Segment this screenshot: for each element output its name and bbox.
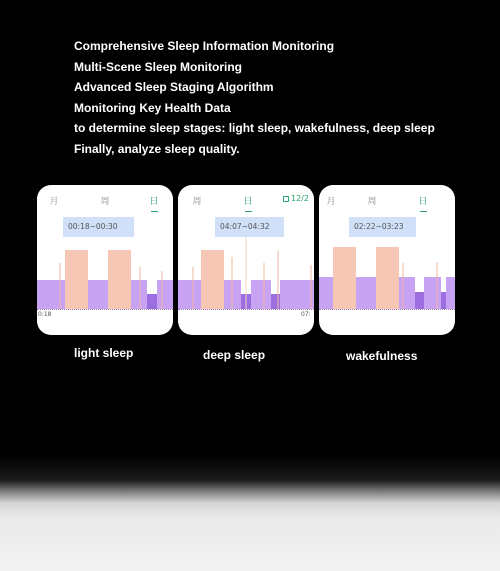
caption-light-sleep: light sleep xyxy=(74,346,134,360)
feature-line: to determine sleep stages: light sleep, wakefulness, deep sleep xyxy=(74,121,435,135)
sleep-stage-chart xyxy=(319,185,455,335)
tab-week[interactable]: 周 xyxy=(100,197,110,207)
feature-line: Finally, analyze sleep quality. xyxy=(74,141,240,156)
chart-baseline xyxy=(37,309,173,310)
deep-sleep-bar xyxy=(147,294,157,309)
light-sleep-bar xyxy=(131,280,147,309)
axis-end-label: 07: xyxy=(301,311,311,318)
watch-screen-wakefulness xyxy=(319,185,455,335)
feature-line: Multi-Scene Sleep Monitoring xyxy=(74,59,243,74)
sleep-stage-chart xyxy=(37,185,173,335)
time-range-tooltip: 02:22~03:23 xyxy=(349,217,416,237)
time-range-tooltip: 04:07~04:32 xyxy=(215,217,284,237)
awake-bar xyxy=(65,250,88,309)
tab-day[interactable]: 日 xyxy=(418,194,427,207)
watch-screen-deep-sleep xyxy=(178,185,314,335)
tab-week[interactable]: 周 xyxy=(367,197,377,207)
caption-deep-sleep: deep sleep xyxy=(203,348,266,362)
chart-baseline xyxy=(319,309,455,310)
tab-week[interactable]: 周 xyxy=(192,197,202,207)
light-sleep-bar xyxy=(399,277,415,309)
deep-sleep-bar xyxy=(441,292,446,309)
bottom-gradient-band xyxy=(0,455,500,571)
light-sleep-bar xyxy=(37,280,65,309)
light-sleep-bar xyxy=(319,277,333,309)
feature-line: Comprehensive Sleep Information Monitoring xyxy=(74,39,335,53)
light-sleep-bar xyxy=(178,280,201,309)
light-sleep-bar xyxy=(280,280,314,309)
awake-bar xyxy=(201,250,224,309)
tab-day[interactable]: 日 xyxy=(243,194,252,207)
light-sleep-bar xyxy=(157,280,173,309)
deep-sleep-bar xyxy=(415,292,424,309)
deep-sleep-bar xyxy=(271,294,280,309)
feature-list xyxy=(74,36,435,159)
awake-bar xyxy=(376,247,399,309)
caption-wakefulness: wakefulness xyxy=(346,349,418,363)
time-range-tooltip: 00:18~00:30 xyxy=(63,217,134,237)
feature-line: Monitoring Key Health Data xyxy=(74,100,231,115)
tab-month[interactable]: 月 xyxy=(49,197,59,207)
feature-line: Advanced Sleep Staging Algorithm xyxy=(74,80,274,94)
light-sleep-bar xyxy=(446,277,455,309)
light-sleep-bar xyxy=(356,277,376,309)
sleep-stage-chart xyxy=(178,185,314,335)
tab-month[interactable]: 月 xyxy=(326,197,336,207)
light-sleep-bar xyxy=(424,277,441,309)
light-sleep-bar xyxy=(251,280,271,309)
axis-start-label: 0:18 xyxy=(38,311,52,318)
watch-screen-light-sleep xyxy=(37,185,173,335)
date-label: 12/2 xyxy=(291,194,309,203)
awake-bar xyxy=(333,247,356,309)
light-sleep-bar xyxy=(88,280,108,309)
chart-baseline xyxy=(178,309,314,310)
awake-bar xyxy=(108,250,131,309)
tab-day[interactable]: 日 xyxy=(149,194,158,207)
